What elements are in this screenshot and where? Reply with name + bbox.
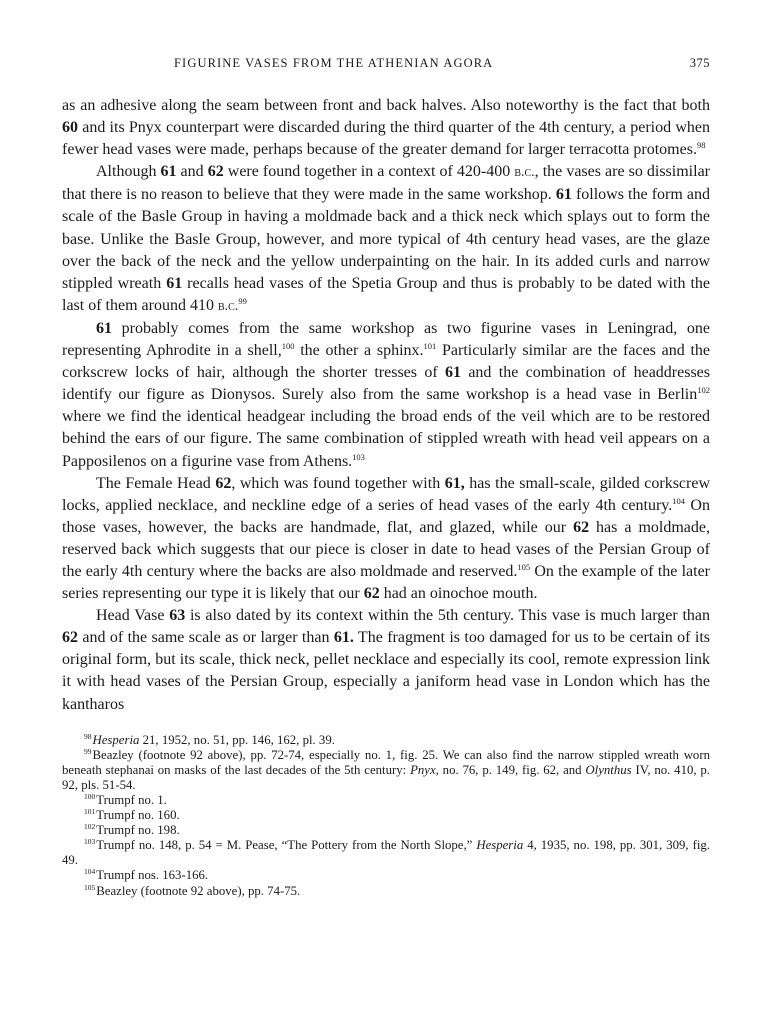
paragraph: as an adhesive along the seam between front and back halves. Also noteworthy is the fact that both 60 and its Pnyx counterpart were discarded during the third quarter of the 4th century, a period when fewer head vases were made, perhaps because of the greater demand for larger terracotta protomes.$^{98}$ (62, 97, 710, 159)
running-header (62, 52, 710, 76)
page-number: 375 (689, 56, 710, 70)
footnote-ref: 105 (517, 561, 531, 572)
paragraph: 61 probably comes from the same workshop as two figurine vases in Leningrad, one representing Aphrodite in a shell,$^{100}$ the other a sphinx.$^{101}$ Particularly similar are the faces and the corkscrew locks of hair, although the shorter tresses of 61 and the combination of headdresses identify our figure as Dionysos. Surely also from the same workshop is a head vase in Berlin$^{102}$ where we find the identical headgear including the broad ends of the veil which are to be restored behind the ears of our figure. The same combination of stippled wreath with head veil appears on a Papposilenos on a figurine vase from Athens.$^{103}$ (62, 319, 710, 470)
body-text (62, 95, 710, 716)
running-title: FIGURINE VASES FROM THE ATHENIAN AGORA (174, 56, 494, 70)
footnote-100: $^{100}$Trumpf no. 1. (84, 792, 167, 807)
page (62, 52, 710, 899)
footnote-ref: 100 (281, 341, 295, 352)
footnote-104: $^{104}$Trumpf nos. 163-166. (84, 867, 209, 883)
footnote-99: $^{99}$Beazley (footnote 92 above), pp. 72-74, especially no. 1, fig. 25. We can also find the narrow stippled wreath worn beneath stephanai on masks of the last decades of the 5th century: Pnyx, no. 76, p. 149, fig. 62, and Olynthus IV, no. 410, p. 92, pls. 51-54. (62, 746, 711, 792)
footnote-ref: 102 (697, 385, 710, 396)
footnote-101: $^{101}$Trumpf no. 160. (84, 807, 180, 823)
footnote-98: $^{98}$Hesperia 21, 1952, no. 51, pp. 146, 162, pl. 39. (84, 731, 335, 747)
paragraph: Although 61 and 62 were found together in a context of 420-400 b.c., the vases are so dissimilar that there is no reason to believe that they were made in the same workshop. 61 follows the form and scale of the Basle Group in having a moldmade back and a thick neck which splays out to form the base. Unlike the Basle Group, however, and more typical of 4th century head vases, are the glaze over the back of the neck and the yellow underpainting on the hair. In its added curls and narrow stippled wreath 61 recalls head vases of the Spetia Group and thus is probably to be dated with the last of them around 410 b.c.$^{99}$ (62, 163, 711, 314)
footnote-ref: 104 (672, 495, 686, 506)
footnote-ref: 101 (423, 341, 437, 352)
footnote-ref: 99 (238, 295, 247, 306)
footnotes (62, 733, 710, 899)
footnote-ref: 103 (352, 451, 365, 462)
footnote-103: $^{103}$Trumpf no. 148, p. 54 = M. Pease, “The Pottery from the North Slope,” Hesperia 4, 1935, no. 198, pp. 301, 309, fig. 49. (62, 837, 710, 868)
footnote-102: $^{102}$Trumpf no. 198. (84, 822, 180, 838)
paragraph: Head Vase 63 is also dated by its context within the 5th century. This vase is much larger than 62 and of the same scale as or larger than 61. The fragment is too damaged for us to be certain of its original form, but its scale, thick neck, pellet necklace and especially its cool, remote expression link it with head vases of the Persian Group, especially a janiform head vase in London which has the kantharos (62, 607, 710, 713)
paragraph: The Female Head 62, which was found together with 61, has the small-scale, gilded corkscrew locks, applied necklace, and neckline edge of a series of head vases of the early 4th century.$^{104}$ On those vases, however, the backs are handmade, flat, and glazed, while our 62 has a moldmade, reserved back which suggests that our piece is closer in date to head vases of the Persian Group of the early 4th century where the backs are also moldmade and reserved.$^{105}$ On the example of the later series representing our type it is likely that our 62 had an oinochoe mouth. (62, 474, 711, 603)
footnote-105: $^{105}$Beazley (footnote 92 above), pp. 74-75. (84, 882, 301, 898)
footnote-ref: 98 (696, 140, 706, 151)
